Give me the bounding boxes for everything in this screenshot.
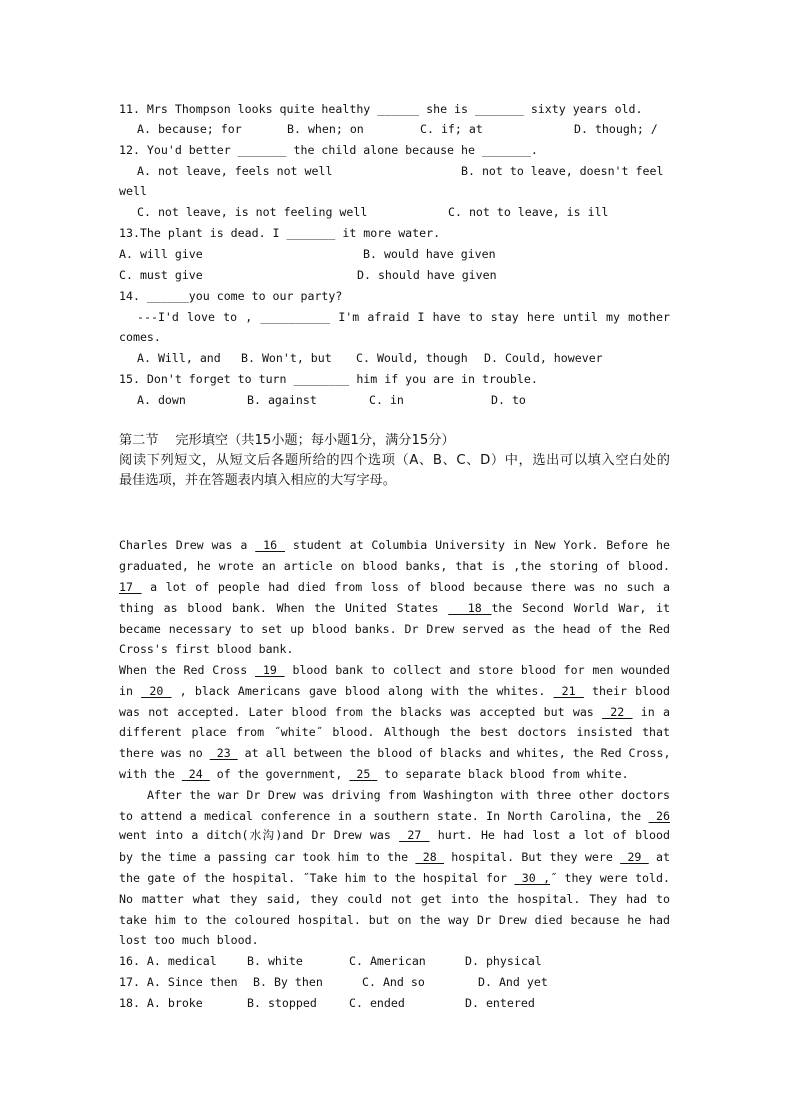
answer-option: B. against bbox=[247, 393, 317, 407]
blank-number: 29 bbox=[620, 850, 649, 864]
answer-option: A. down bbox=[137, 393, 186, 407]
answer-option: 17. A. Since then bbox=[119, 975, 238, 989]
question-line: 12. You'd better _______ the child alone because he _______. bbox=[119, 143, 538, 157]
blank-number: 24 bbox=[181, 767, 210, 781]
blank-number: 27 bbox=[399, 828, 430, 842]
passage-text: , black Americans gave blood along with the whites. bbox=[171, 684, 554, 698]
passage-line bbox=[119, 622, 670, 636]
answer-option: C. Would, though bbox=[356, 351, 468, 365]
answer-option: C. American bbox=[349, 954, 426, 968]
blank-number: 19 bbox=[255, 663, 285, 677]
passage-text: hospital. But they were bbox=[444, 850, 621, 864]
answer-option: C. ended bbox=[349, 996, 405, 1010]
question-line: comes. bbox=[119, 330, 161, 344]
answer-option: D. should have given bbox=[357, 268, 497, 282]
answer-option: B. stopped bbox=[247, 996, 317, 1010]
answer-option: C. must give bbox=[119, 268, 203, 282]
passage-text: the gate of the hospital. ˝Take him to the hospital for bbox=[119, 871, 515, 885]
blank-number: 22 bbox=[602, 705, 633, 719]
section-instruction: 最佳选项，并在答题表内填入相应的大写字母。 bbox=[119, 473, 396, 488]
blank-number: 28 bbox=[415, 850, 444, 864]
answer-option: 16. A. medical bbox=[119, 954, 217, 968]
passage-line bbox=[147, 788, 670, 802]
answer-option: D. though; / bbox=[574, 122, 658, 136]
passage-line bbox=[119, 538, 670, 552]
passage-line bbox=[119, 809, 670, 823]
blank-number: 26 bbox=[648, 809, 670, 823]
answer-option: 18. A. broke bbox=[119, 996, 203, 1010]
passage-text: hurt. He had lost a lot of blood bbox=[429, 828, 670, 842]
passage-text: in bbox=[119, 684, 142, 698]
passage-text: take him to the coloured hospital. but on the way Dr Drew died because he had bbox=[119, 913, 670, 927]
question-line: 13.The plant is dead. I _______ it more water. bbox=[119, 226, 441, 240]
passage-text: went into a ditch(水沟)and Dr Drew was bbox=[119, 828, 400, 842]
blank-number: 25 bbox=[349, 767, 378, 781]
answer-option: B. Won't, but bbox=[241, 351, 332, 365]
passage-line bbox=[119, 601, 670, 615]
answer-option: D. to bbox=[491, 393, 526, 407]
passage-text: student at Columbia University in New York. Before he bbox=[284, 538, 671, 552]
passage-text: Charles Drew was a bbox=[119, 538, 256, 552]
blank-number: 21 bbox=[553, 684, 584, 698]
blank-number: 30 , bbox=[514, 871, 551, 885]
answer-option: A. because; for bbox=[137, 122, 242, 136]
passage-text: different place from ˝white˝ blood. Although the best doctors insisted that bbox=[119, 725, 670, 739]
passage-line bbox=[119, 705, 670, 719]
answer-option: C. And so bbox=[362, 975, 425, 989]
passage-line bbox=[119, 642, 294, 656]
question-line: 14. ______you come to our party? bbox=[119, 289, 343, 303]
answer-option: C. if; at bbox=[420, 122, 483, 136]
passage-text: a lot of people had died from loss of blood because there was no such a bbox=[141, 580, 670, 594]
passage-text: Cross's first blood bank. bbox=[119, 642, 294, 656]
passage-text: ˝ they were told. bbox=[550, 871, 670, 885]
passage-text: the Second World War, it bbox=[491, 601, 671, 615]
blank-number: 23 bbox=[209, 746, 238, 760]
blank-number: 18 bbox=[448, 601, 492, 615]
passage-text: When the Red Cross bbox=[119, 663, 256, 677]
passage-text: blood bank to collect and store blood for men wounded bbox=[284, 663, 671, 677]
passage-text: with the bbox=[119, 767, 182, 781]
passage-text: became necessary to set up blood banks. Dr Drew served as the head of the Red bbox=[119, 622, 670, 636]
question-line: well bbox=[119, 184, 147, 198]
passage-text: there was no bbox=[119, 746, 210, 760]
answer-option: C. in bbox=[369, 393, 404, 407]
passage-text: at all between the blood of blacks and whites, the Red Cross, bbox=[237, 746, 671, 760]
answer-option: D. Could, however bbox=[484, 351, 603, 365]
passage-text: in a bbox=[632, 705, 670, 719]
question-line: 15. Don't forget to turn ________ him if you are in trouble. bbox=[119, 372, 538, 386]
answer-option: C. not to leave, is ill bbox=[448, 205, 609, 219]
passage-line bbox=[119, 746, 670, 760]
passage-text: thing as blood bank. When the United States bbox=[119, 601, 449, 615]
question-line: 11. Mrs Thompson looks quite healthy ______ she is _______ sixty years old. bbox=[119, 102, 643, 116]
passage-line bbox=[119, 725, 670, 739]
passage-text: After the war Dr Drew was driving from Washington with three other doctors bbox=[147, 788, 670, 802]
passage-text: at bbox=[648, 850, 670, 864]
answer-option: C. not leave, is not feeling well bbox=[137, 205, 368, 219]
passage-text: by the time a passing car took him to the bbox=[119, 850, 416, 864]
answer-option: B. when; on bbox=[287, 122, 364, 136]
answer-option: B. By then bbox=[253, 975, 323, 989]
passage-text: to separate black blood from white. bbox=[377, 767, 629, 781]
passage-line bbox=[119, 767, 629, 781]
passage-line bbox=[119, 850, 670, 864]
passage-line bbox=[119, 580, 670, 594]
blank-number: 20 bbox=[141, 684, 172, 698]
blank-number: 17 bbox=[119, 580, 142, 594]
answer-option: B. not to leave, doesn't feel bbox=[461, 164, 664, 178]
answer-option: B. white bbox=[247, 954, 303, 968]
passage-text: of the government, bbox=[209, 767, 350, 781]
question-line: ---I'd love to , __________ I'm afraid I have to stay here until my mother bbox=[137, 310, 670, 324]
passage-line bbox=[119, 684, 670, 698]
answer-option: B. would have given bbox=[363, 247, 496, 261]
passage-text: lost too much blood. bbox=[119, 933, 259, 947]
answer-option: D. And yet bbox=[478, 975, 548, 989]
passage-text: was not accepted. Later blood from the blacks was accepted but was bbox=[119, 705, 603, 719]
passage-line bbox=[119, 828, 670, 842]
answer-option: D. entered bbox=[465, 996, 535, 1010]
answer-option: A. will give bbox=[119, 247, 203, 261]
answer-option: A. Will, and bbox=[137, 351, 221, 365]
passage-line bbox=[119, 663, 670, 677]
passage-line bbox=[119, 933, 259, 947]
passage-line bbox=[119, 892, 670, 906]
passage-text: to attend a medical conference in a southern state. In North Carolina, the bbox=[119, 809, 649, 823]
answer-option: A. not leave, feels not well bbox=[137, 164, 333, 178]
answer-option: D. physical bbox=[465, 954, 542, 968]
passage-line bbox=[119, 871, 670, 885]
passage-text: their blood bbox=[583, 684, 671, 698]
passage-line bbox=[119, 913, 670, 927]
section-heading: 第二节 完形填空（共15小题；每小题1分，满分15分） bbox=[119, 433, 455, 448]
passage-text: graduated, he wrote an article on blood banks, that is ,the storing of blood. bbox=[119, 559, 670, 573]
passage-text: No matter what they said, they could not get into the hospital. They had to bbox=[119, 892, 670, 906]
section-instruction: 阅读下列短文，从短文后各题所给的四个选项（A、B、C、D）中，选出可以填入空白处的 bbox=[119, 453, 670, 468]
blank-number: 16 bbox=[255, 538, 285, 552]
passage-line bbox=[119, 559, 670, 573]
